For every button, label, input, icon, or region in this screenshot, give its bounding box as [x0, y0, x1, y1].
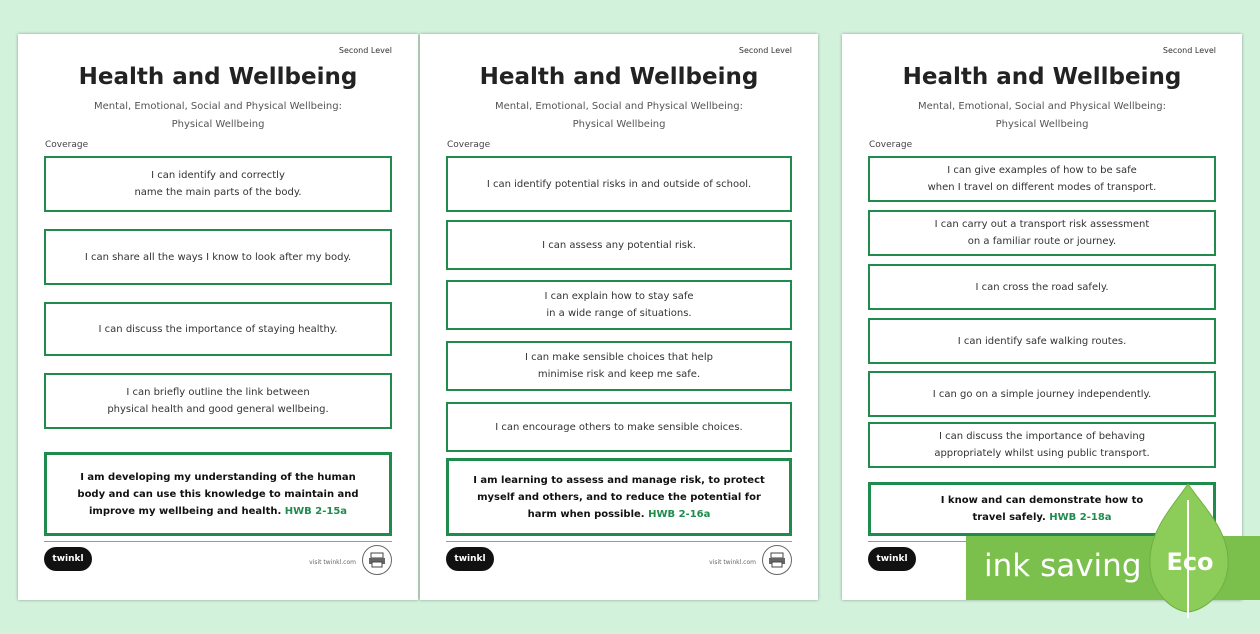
statement-line: I can assess any potential risk.: [542, 239, 696, 251]
summary-box: [446, 458, 792, 536]
statement-box: [44, 229, 392, 285]
statement-line: I can cross the road safely.: [975, 281, 1109, 293]
twinkl-logo: twinkl: [44, 547, 92, 571]
statement-line: I can share all the ways I know to look after my body.: [84, 251, 352, 263]
statement-line: I can discuss the importance of behaving: [938, 431, 1146, 442]
subtitle-line: Physical Wellbeing: [572, 119, 666, 130]
subtitle-line: Physical Wellbeing: [995, 119, 1089, 130]
page-title: Health and Wellbeing: [479, 64, 759, 90]
curriculum-code: HWB 2-18a: [1049, 512, 1112, 523]
statement-line: physical health and good general wellbeing.: [107, 404, 329, 415]
statement-line: when I travel on different modes of transport.: [927, 182, 1157, 193]
subtitle-line: Mental, Emotional, Social and Physical Wellbeing:: [94, 101, 342, 112]
page-subtitle: [882, 98, 1202, 134]
worksheet-1: [18, 34, 418, 600]
level-label: Second Level: [738, 46, 792, 55]
level-label: Second Level: [1162, 46, 1216, 55]
visit-link[interactable]: visit twinkl.com: [309, 559, 356, 566]
statement-line: I can briefly outline the link between: [126, 387, 310, 398]
statement-line: I can explain how to stay safe: [544, 291, 694, 302]
statement-line: I can make sensible choices that help: [525, 352, 713, 363]
statement-line: I can carry out a transport risk assessment: [934, 219, 1150, 230]
page-subtitle: [460, 98, 778, 134]
statement-box: [868, 422, 1216, 468]
statement-line: I can give examples of how to be safe: [947, 165, 1137, 176]
statement-box: [446, 280, 792, 330]
footer-divider: [44, 541, 392, 542]
statement-line: in a wide range of situations.: [546, 308, 692, 319]
subtitle-line: Mental, Emotional, Social and Physical Wellbeing:: [918, 101, 1166, 112]
statement-box: [446, 220, 792, 270]
printer-icon: [762, 545, 792, 575]
page-title: Health and Wellbeing: [78, 64, 358, 90]
statement-line: I can identify safe walking routes.: [957, 335, 1127, 347]
page-subtitle: [58, 98, 378, 134]
subtitle-line: Physical Wellbeing: [171, 119, 265, 130]
summary-text: I am developing my understanding of the human body and can use this knowledge to maintain and improve my wellbeing and health.: [77, 471, 359, 517]
summary-box: [44, 452, 392, 536]
statement-box: [44, 302, 392, 356]
statement-box: [868, 210, 1216, 256]
summary-text: I know and can demonstrate how to travel safely.: [940, 495, 1144, 523]
statement-box: [44, 373, 392, 429]
statement-box: [446, 402, 792, 452]
statement-line: I can identify potential risks in and outside of school.: [486, 178, 752, 190]
summary-text: I am learning to assess and manage risk, to protect myself and others, and to reduce the potential for harm when possible.: [473, 474, 765, 520]
statement-line: I can discuss the importance of staying healthy.: [98, 323, 338, 335]
statement-box: [868, 371, 1216, 417]
worksheet-2: [420, 34, 818, 600]
printer-icon: [362, 545, 392, 575]
statement-line: on a familiar route or journey.: [967, 236, 1117, 247]
statement-line: minimise risk and keep me safe.: [537, 369, 701, 380]
eco-badge: Eco: [1166, 548, 1214, 576]
statement-line: name the main parts of the body.: [134, 187, 302, 198]
statement-box: [868, 156, 1216, 202]
statement-line: I can encourage others to make sensible choices.: [495, 421, 743, 433]
page-title: Health and Wellbeing: [902, 64, 1182, 90]
statement-box: [868, 264, 1216, 310]
ink-saving-label: ink saving: [984, 548, 1142, 584]
curriculum-code: HWB 2-15a: [284, 505, 348, 517]
level-label: Second Level: [338, 46, 392, 55]
visit-link[interactable]: visit twinkl.com: [709, 559, 756, 566]
statement-line: I can go on a simple journey independently.: [932, 388, 1152, 400]
subtitle-line: Mental, Emotional, Social and Physical Wellbeing:: [495, 101, 743, 112]
coverage-label: Coverage: [869, 140, 913, 150]
coverage-label: Coverage: [447, 140, 491, 150]
statement-box: [446, 156, 792, 212]
statement-line: appropriately whilst using public transport.: [934, 448, 1150, 459]
footer-divider: [446, 541, 792, 542]
coverage-label: Coverage: [45, 140, 89, 150]
twinkl-logo: twinkl: [446, 547, 494, 571]
statement-box: [868, 318, 1216, 364]
twinkl-logo: twinkl: [868, 547, 916, 571]
curriculum-code: HWB 2-16a: [648, 508, 711, 520]
statement-box: [446, 341, 792, 391]
statement-box: [44, 156, 392, 212]
statement-line: I can identify and correctly: [151, 170, 285, 181]
